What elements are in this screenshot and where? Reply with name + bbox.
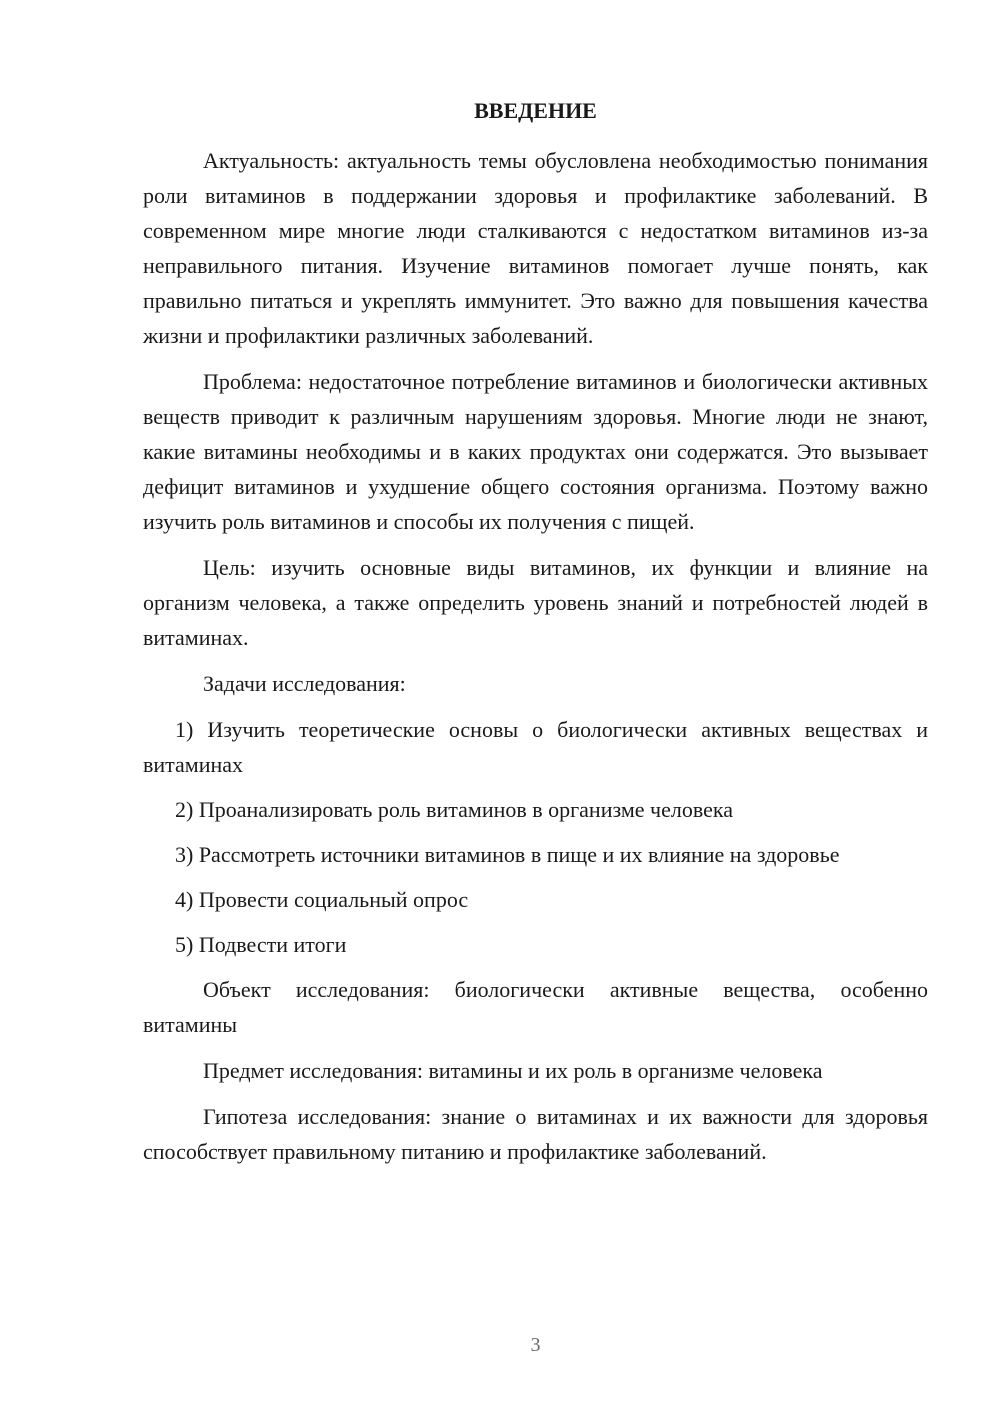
object-paragraph: Объект исследования: биологически активные вещества, особенно витамины: [143, 977, 928, 1037]
document-page: [143, 0, 928, 1414]
task-item: 5) Подвести итоги: [175, 932, 347, 957]
task-item: 1) Изучить теоретические основы о биологически активных веществах и витаминах: [143, 717, 928, 777]
relevance-paragraph: Актуальность: актуальность темы обусловлена необходимостью понимания роли витаминов в поддержании здоровья и профилактике заболеваний. В современном мире многие люди сталкиваются с недостатком витаминов из-за неправильного питания. Изучение витаминов помогает лучше понять, как правильно питаться и укреплять иммунитет. Это важно для повышения качества жизни и профилактики различных заболеваний.: [143, 148, 928, 348]
task-item: 2) Проанализировать роль витаминов в организме человека: [175, 797, 733, 822]
document-body: [143, 143, 928, 1169]
subject-paragraph: Предмет исследования: витамины и их роль в организме человека: [203, 1058, 823, 1083]
task-item: 4) Провести социальный опрос: [175, 887, 469, 912]
task-item: 3) Рассмотреть источники витаминов в пище и их влияние на здоровье: [175, 842, 840, 867]
goal-paragraph: Цель: изучить основные виды витаминов, их функции и влияние на организм человека, а также определить уровень знаний и потребностей людей в витаминах.: [143, 555, 928, 650]
tasks-heading: Задачи исследования:: [203, 671, 406, 696]
problem-paragraph: Проблема: недостаточное потребление витаминов и биологически активных веществ приводит к различным нарушениям здоровья. Многие люди не знают, какие витамины необходимы и в каких продуктах они содержатся. Это вызывает дефицит витаминов и ухудшение общего состояния организма. Поэтому важно изучить роль витаминов и способы их получения с пищей.: [143, 369, 928, 534]
page-title: ВВЕДЕНИЕ: [474, 98, 597, 123]
page-number: 3: [530, 1334, 541, 1356]
hypothesis-paragraph: Гипотеза исследования: знание о витаминах и их важности для здоровья способствует правильному питанию и профилактике заболеваний.: [143, 1104, 928, 1164]
